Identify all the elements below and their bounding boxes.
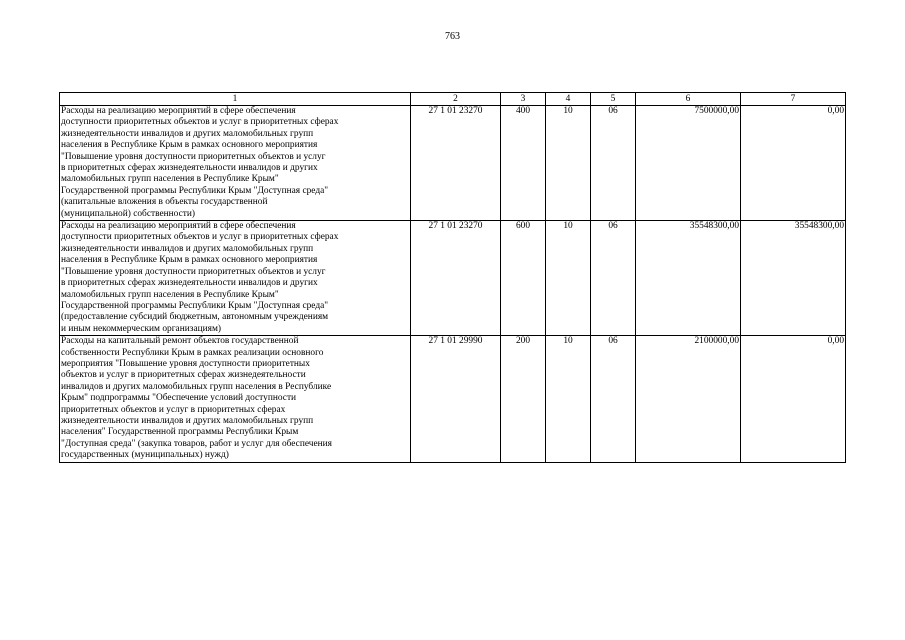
budget-table <box>59 92 846 463</box>
amount-cell: 0,00 <box>741 106 846 221</box>
column-header: 3 <box>501 93 546 106</box>
expense-type-cell: 200 <box>501 336 546 462</box>
row-description: Расходы на капитальный ремонт объектов государственной собственности Республики Крым в рамках реализации основного мероприятия "Повышение уровня доступности приоритетных объектов и услуг в приоритетных сферах жизнедеятельности инвалидов и других маломобильных групп населения в Республике Крым" подпрограммы "Обеспечение условий доступности приоритетных объектов и услуг в приоритетных сферах жизнедеятельности инвалидов и других маломобильных групп населения" Государственной программы Республики Крым "Доступная среда" (закупка товаров, работ и услуг для обеспечения государственных (муниципальных) нужд) <box>60 336 411 462</box>
table-row <box>60 336 846 462</box>
subsection-cell: 06 <box>591 106 636 221</box>
row-description: Расходы на реализацию мероприятий в сфере обеспечения доступности приоритетных объектов и услуг в приоритетных сферах жизнедеятельности инвалидов и других маломобильных групп населения в Республике Крым в рамках основного мероприятия "Повышение уровня доступности приоритетных объектов и услуг в приоритетных сферах жизнедеятельности инвалидов и других маломобильных групп населения в Республике Крым" Государственной программы Республики Крым "Доступная среда" (капитальные вложения в объекты государственной (муниципальной) собственности) <box>60 106 411 221</box>
expense-type-cell: 600 <box>501 221 546 336</box>
amount-cell: 2100000,00 <box>636 336 741 462</box>
column-header: 5 <box>591 93 636 106</box>
column-header: 7 <box>741 93 846 106</box>
table-row <box>60 106 846 221</box>
column-header: 4 <box>546 93 591 106</box>
amount-cell: 7500000,00 <box>636 106 741 221</box>
column-header: 1 <box>60 93 411 106</box>
column-header: 2 <box>411 93 501 106</box>
amount-cell: 35548300,00 <box>741 221 846 336</box>
section-cell: 10 <box>546 336 591 462</box>
expense-type-cell: 400 <box>501 106 546 221</box>
page-number: 763 <box>445 31 460 42</box>
subsection-cell: 06 <box>591 221 636 336</box>
table-row <box>60 221 846 336</box>
subsection-cell: 06 <box>591 336 636 462</box>
header-row <box>60 93 846 106</box>
column-header: 6 <box>636 93 741 106</box>
section-cell: 10 <box>546 221 591 336</box>
amount-cell: 0,00 <box>741 336 846 462</box>
target-code-cell: 27 1 01 23270 <box>411 221 501 336</box>
target-code-cell: 27 1 01 23270 <box>411 106 501 221</box>
target-code-cell: 27 1 01 29990 <box>411 336 501 462</box>
amount-cell: 35548300,00 <box>636 221 741 336</box>
section-cell: 10 <box>546 106 591 221</box>
row-description: Расходы на реализацию мероприятий в сфере обеспечения доступности приоритетных объектов и услуг в приоритетных сферах жизнедеятельности инвалидов и других маломобильных групп населения в Республике Крым в рамках основного мероприятия "Повышение уровня доступности приоритетных объектов и услуг в приоритетных сферах жизнедеятельности инвалидов и других маломобильных групп населения в Республике Крым" Государственной программы Республики Крым "Доступная среда" (предоставление субсидий бюджетным, автономным учреждениям и иным некоммерческим организациям) <box>60 221 411 336</box>
